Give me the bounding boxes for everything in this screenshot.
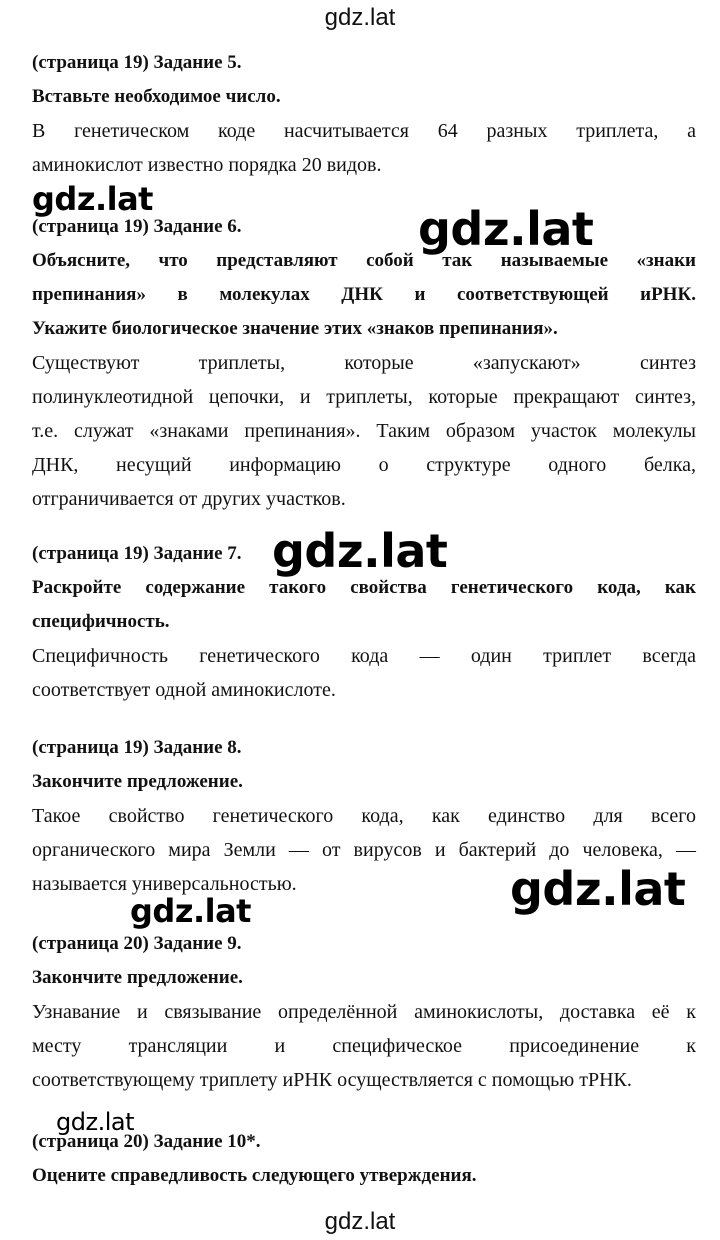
task-9 bbox=[32, 927, 696, 1097]
task-question bbox=[32, 244, 696, 346]
answer-line: Такое свойство генетического кода, как единство для всего bbox=[32, 805, 696, 827]
watermark-overlay: gdz.lat bbox=[418, 202, 594, 256]
task-answer bbox=[32, 114, 696, 182]
watermark-bottom: gdz.lat bbox=[324, 1208, 396, 1235]
question-line: препинания» в молекулах ДНК и соответствующей иРНК. bbox=[32, 284, 696, 305]
answer-line: соответствующему триплету иРНК осуществляется с помощью тРНК. bbox=[32, 1069, 632, 1091]
task-question bbox=[32, 765, 696, 799]
task-heading: (страница 19) Задание 5. bbox=[32, 52, 242, 73]
task-6 bbox=[32, 210, 696, 516]
task-question bbox=[32, 1159, 696, 1193]
answer-line: т.е. служат «знаками препинания». Таким образом участок молекулы bbox=[32, 420, 696, 442]
task-heading: (страница 19) Задание 6. bbox=[32, 216, 242, 237]
task-question bbox=[32, 961, 696, 995]
watermark-overlay: gdz.lat bbox=[272, 524, 448, 578]
answer-line: В генетическом коде насчитывается 64 разных триплета, а bbox=[32, 120, 696, 142]
answer-line: аминокислот известно порядка 20 видов. bbox=[32, 154, 382, 176]
question-line: Объясните, что представляют собой так называемые «знаки bbox=[32, 250, 696, 271]
answer-line: Узнавание и связывание определённой аминокислоты, доставка её к bbox=[32, 1001, 696, 1023]
question-line: Оцените справедливость следующего утверждения. bbox=[32, 1165, 477, 1186]
task-answer bbox=[32, 639, 696, 707]
task-heading: (страница 20) Задание 10*. bbox=[32, 1131, 261, 1152]
watermark-overlay: gdz.lat bbox=[130, 892, 251, 930]
question-line: Вставьте необходимое число. bbox=[32, 86, 281, 107]
question-line: Закончите предложение. bbox=[32, 967, 243, 988]
task-answer bbox=[32, 346, 696, 516]
answer-line: полинуклеотидной цепочки, и триплеты, которые прекращают синтез, bbox=[32, 386, 696, 408]
question-line: Укажите биологическое значение этих «знаков препинания». bbox=[32, 318, 558, 339]
task-heading: (страница 20) Задание 9. bbox=[32, 933, 242, 954]
question-line: специфичность. bbox=[32, 611, 170, 632]
task-answer bbox=[32, 995, 696, 1097]
task-question bbox=[32, 571, 696, 639]
watermark-top: gdz.lat bbox=[324, 4, 396, 31]
question-line: Закончите предложение. bbox=[32, 771, 243, 792]
watermark-overlay: gdz.lat bbox=[510, 862, 686, 916]
answer-line: Существуют триплеты, которые «запускают» синтез bbox=[32, 352, 696, 374]
answer-line: соответствует одной аминокислоте. bbox=[32, 679, 336, 701]
answer-line: месту трансляции и специфическое присоединение к bbox=[32, 1035, 696, 1057]
watermark-overlay: gdz.lat bbox=[56, 1108, 134, 1136]
answer-line: ДНК, несущий информацию о структуре одного белка, bbox=[32, 454, 696, 476]
watermark-overlay: gdz.lat bbox=[32, 180, 153, 218]
task-5 bbox=[32, 46, 696, 182]
answer-line: отграничивается от других участков. bbox=[32, 488, 346, 510]
task-heading: (страница 19) Задание 7. bbox=[32, 543, 242, 564]
answer-line: органического мира Земли — от вирусов и бактерий до человека, — bbox=[32, 839, 696, 861]
question-line: Раскройте содержание такого свойства генетического кода, как bbox=[32, 577, 696, 598]
task-question bbox=[32, 80, 696, 114]
answer-line: называется универсальностью. bbox=[32, 873, 297, 895]
answer-line: Специфичность генетического кода — один триплет всегда bbox=[32, 645, 696, 667]
task-heading: (страница 19) Задание 8. bbox=[32, 737, 242, 758]
